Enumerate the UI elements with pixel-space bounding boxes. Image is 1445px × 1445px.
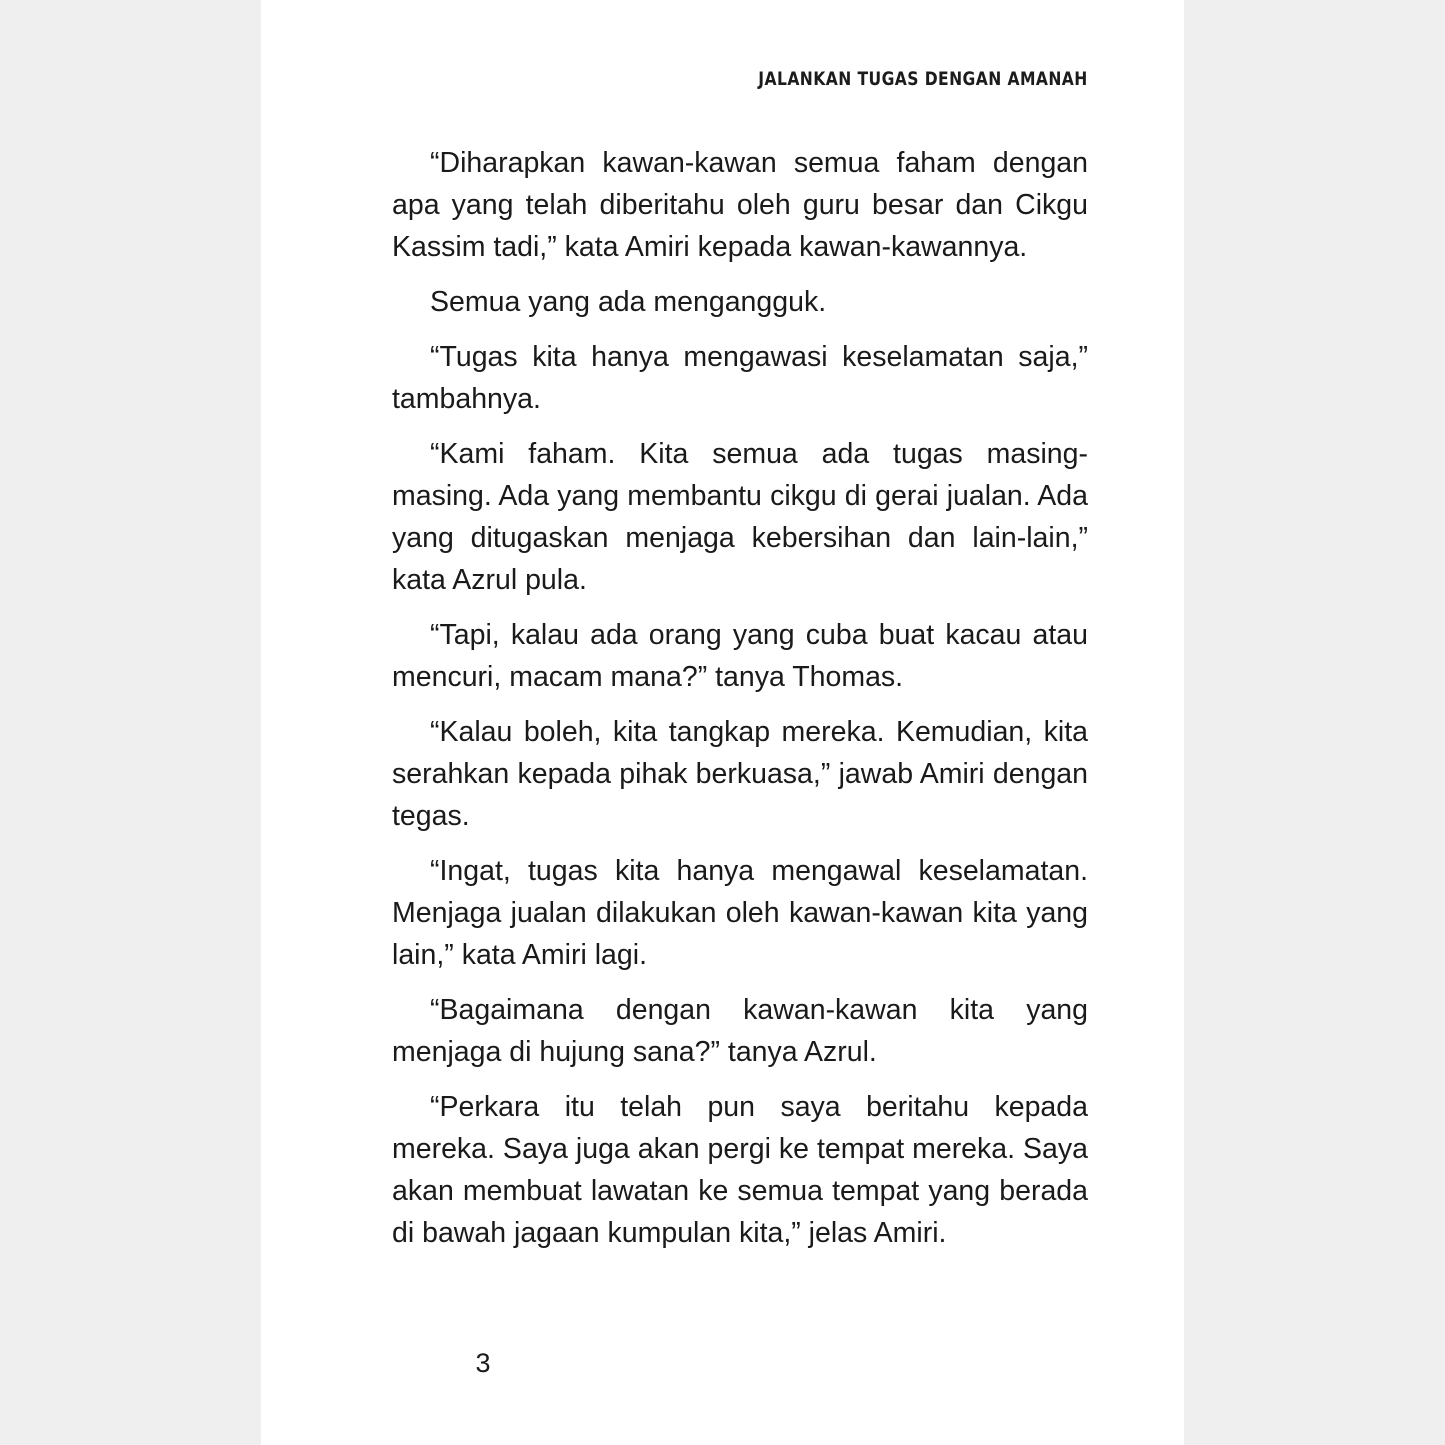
paragraph: “Tapi, kalau ada orang yang cuba buat kacau atau mencuri, macam mana?” tanya Thomas. xyxy=(392,619,1088,693)
paragraph: “Ingat, tugas kita hanya mengawal keselamatan. Menjaga jualan dilakukan oleh kawan-kawan kita yang lain,” kata Amiri lagi. xyxy=(392,855,1088,971)
paragraph: Semua yang ada mengangguk. xyxy=(430,286,827,318)
book-page xyxy=(261,0,1184,1445)
paragraph: “Tugas kita hanya mengawasi keselamatan saja,” tambahnya. xyxy=(392,341,1088,415)
paragraph: “Kalau boleh, kita tangkap mereka. Kemudian, kita serahkan kepada pihak berkuasa,” jawab Amiri dengan tegas. xyxy=(392,716,1088,832)
body-text xyxy=(392,142,1088,1267)
paragraph: “Perkara itu telah pun saya beritahu kepada mereka. Saya juga akan pergi ke tempat mereka. Saya akan membuat lawatan ke semua tempat yang berada di bawah jagaan kumpulan kita,” jelas Amiri. xyxy=(392,1091,1088,1249)
paragraph: “Bagaimana dengan kawan-kawan kita yang menjaga di hujung sana?” tanya Azrul. xyxy=(392,994,1088,1068)
paragraph: “Kami faham. Kita semua ada tugas masing-masing. Ada yang membantu cikgu di gerai jualan. Ada yang ditugaskan menjaga kebersihan dan lain-lain,” kata Azrul pula. xyxy=(392,438,1088,596)
page-number: 3 xyxy=(475,1348,491,1378)
running-header: JALANKAN TUGAS DENGAN AMANAH xyxy=(758,68,1088,90)
paragraph: “Diharapkan kawan-kawan semua faham dengan apa yang telah diberitahu oleh guru besar dan Cikgu Kassim tadi,” kata Amiri kepada kawan-kawannya. xyxy=(392,147,1088,263)
